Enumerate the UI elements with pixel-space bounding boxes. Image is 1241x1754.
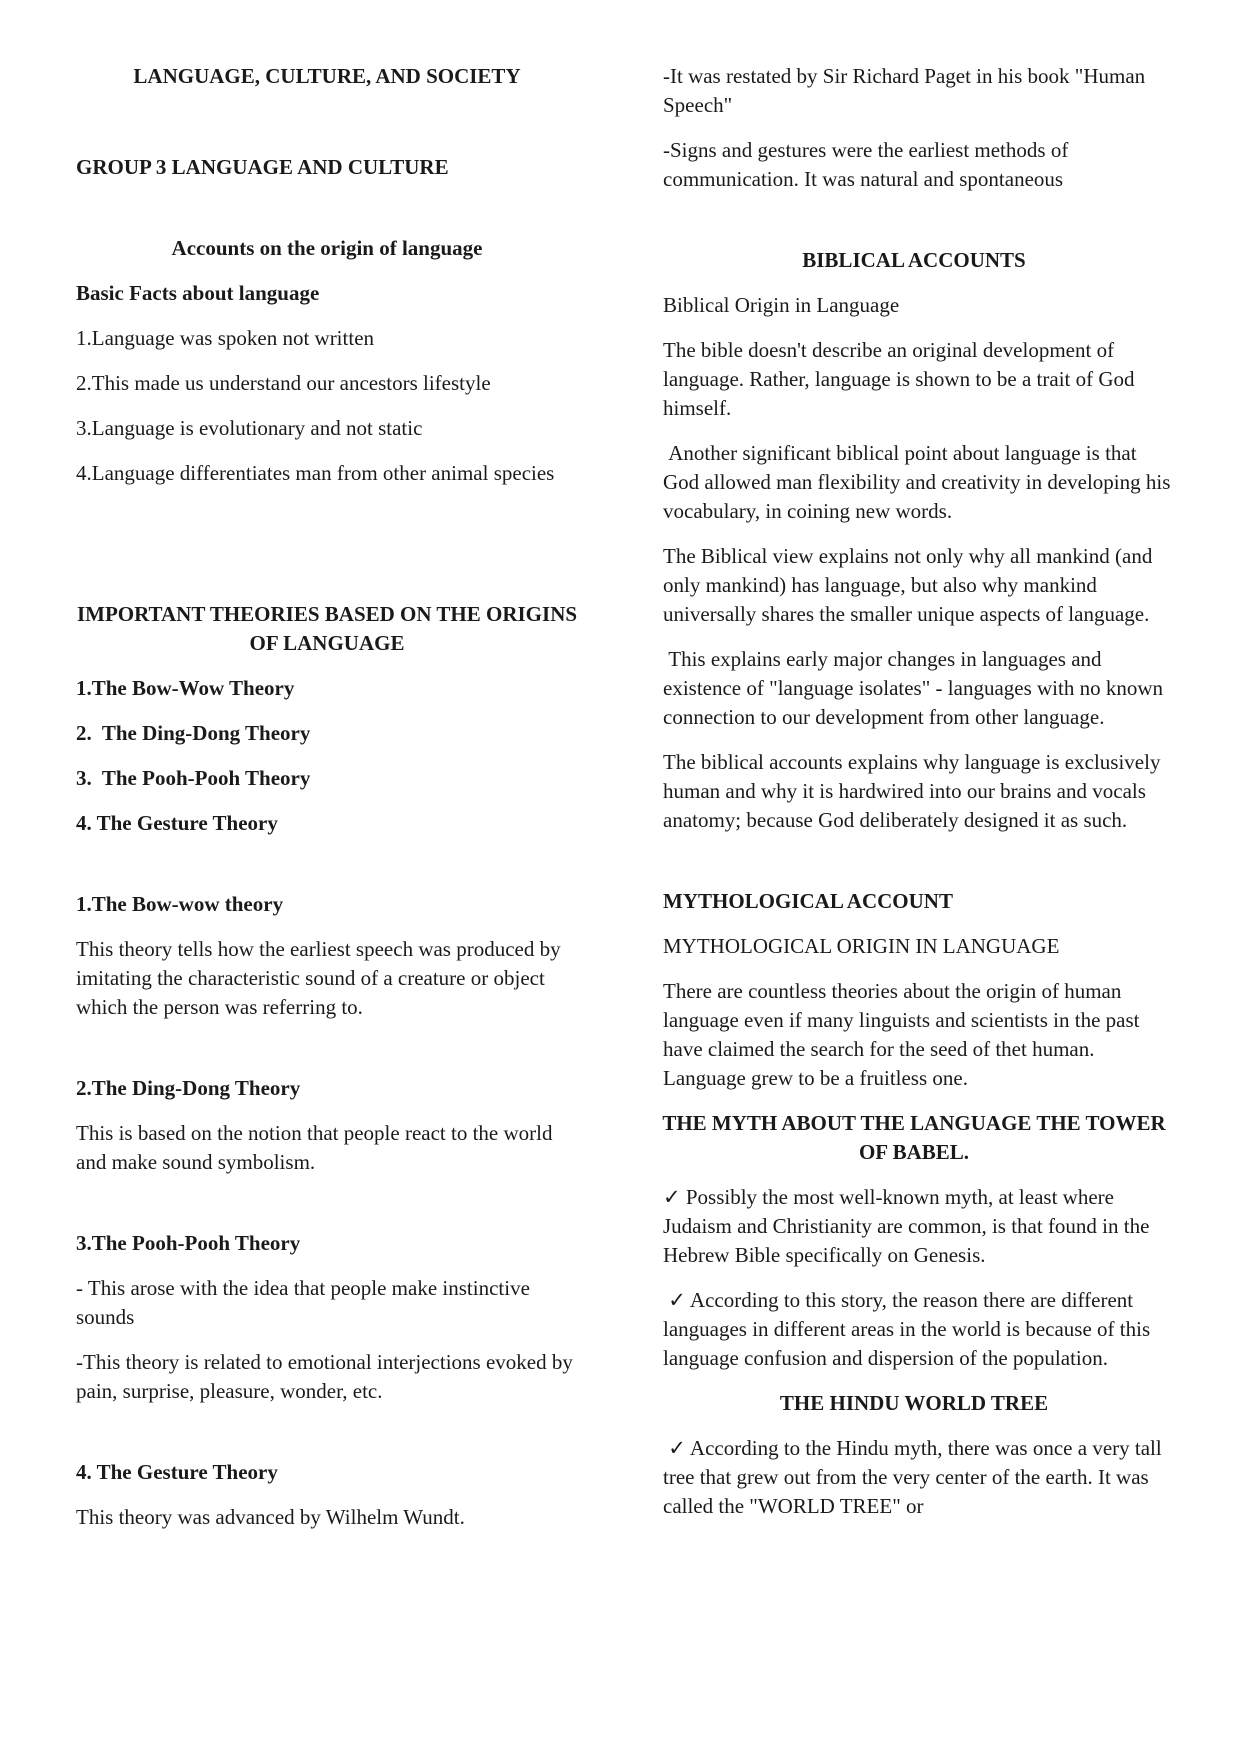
right-column (662, 62, 1176, 1521)
signs-text: -Signs and gestures were the earliest methods of communication. It was natural and spontaneous (663, 138, 1069, 191)
fact-item: 4.Language differentiates man from other animal species (76, 461, 555, 485)
fact-item: 2.This made us understand our ancestors lifestyle (76, 371, 491, 395)
fact-item: 1.Language was spoken not written (76, 326, 375, 350)
paget-text: -It was restated by Sir Richard Paget in his book "Human Speech" (663, 64, 1146, 117)
bowwow-heading: 1.The Bow-wow theory (76, 892, 284, 916)
theory-item: 4. The Gesture Theory (76, 811, 278, 835)
fact-item: 3.Language is evolutionary and not static (76, 416, 423, 440)
bowwow-text: This theory tells how the earliest speech was produced by imitating the characteristic sound of a creature or object which the person was referring to. (76, 937, 561, 1019)
group-title: GROUP 3 LANGUAGE AND CULTURE (76, 155, 449, 179)
theory-item: 1.The Bow-Wow Theory (76, 676, 295, 700)
theory-item: 2. The Ding-Dong Theory (76, 721, 311, 745)
myth-heading: MYTHOLOGICAL ACCOUNT (663, 889, 953, 913)
hindu-paragraph: ✓ According to the Hindu myth, there was once a very tall tree that grew out from the very center of the earth. It was called the "WORLD TREE" or (663, 1436, 1167, 1518)
biblical-subheading: Biblical Origin in Language (663, 293, 900, 317)
poohpooh-text: - This arose with the idea that people make instinctive sounds (76, 1276, 530, 1329)
poohpooh-heading: 3.The Pooh-Pooh Theory (76, 1231, 301, 1255)
basic-facts-heading: Basic Facts about language (76, 281, 320, 305)
babel-paragraph: ✓ Possibly the most well-known myth, at least where Judaism and Christianity are common, is that found in the Hebrew Bible specifically on Genesis. (663, 1185, 1150, 1267)
left-column (76, 62, 586, 1532)
gesture-text: This theory was advanced by Wilhelm Wundt. (76, 1505, 465, 1529)
hindu-heading: THE HINDU WORLD TREE (779, 1391, 1049, 1415)
biblical-paragraph: The bible doesn't describe an original development of language. Rather, language is shown to be a trait of God himself. (663, 338, 1135, 420)
biblical-paragraph: The Biblical view explains not only why all mankind (and only mankind) has language, but also why mankind universally shares the smaller unique aspects of language. (663, 544, 1153, 626)
babel-heading: THE MYTH ABOUT THE LANGUAGE THE TOWER OF BABEL. (662, 1111, 1166, 1164)
biblical-heading: BIBLICAL ACCOUNTS (802, 248, 1026, 272)
dingdong-text: This is based on the notion that people react to the world and make sound symbolism. (76, 1121, 553, 1174)
doc-title: LANGUAGE, CULTURE, AND SOCIETY (133, 64, 521, 88)
gesture-heading: 4. The Gesture Theory (76, 1460, 278, 1484)
poohpooh-text: -This theory is related to emotional interjections evoked by pain, surprise, pleasure, wonder, etc. (76, 1350, 573, 1403)
babel-paragraph: ✓ According to this story, the reason there are different languages in different areas in the world is because of this language confusion and dispersion of the population. (663, 1288, 1156, 1370)
theories-heading: IMPORTANT THEORIES BASED ON THE ORIGINS OF LANGUAGE (76, 602, 578, 655)
origin-heading: Accounts on the origin of language (171, 236, 483, 260)
dingdong-heading: 2.The Ding-Dong Theory (76, 1076, 301, 1100)
biblical-paragraph: Another significant biblical point about language is that God allowed man flexibility and creativity in developing his vocabulary, in coining new words. (663, 441, 1176, 523)
myth-subheading: MYTHOLOGICAL ORIGIN IN LANGUAGE (663, 934, 1060, 958)
myth-paragraph: There are countless theories about the origin of human language even if many linguists and scientists in the past have claimed the search for the seed of thet human. Language grew to be a fruitless one. (663, 979, 1140, 1090)
biblical-paragraph: The biblical accounts explains why language is exclusively human and why it is hardwired into our brains and vocals anatomy; because God deliberately designed it as such. (663, 750, 1161, 832)
biblical-paragraph: This explains early major changes in languages and existence of "language isolates" - languages with no known connection to our development from other language. (663, 647, 1169, 729)
theory-item: 3. The Pooh-Pooh Theory (76, 766, 311, 790)
